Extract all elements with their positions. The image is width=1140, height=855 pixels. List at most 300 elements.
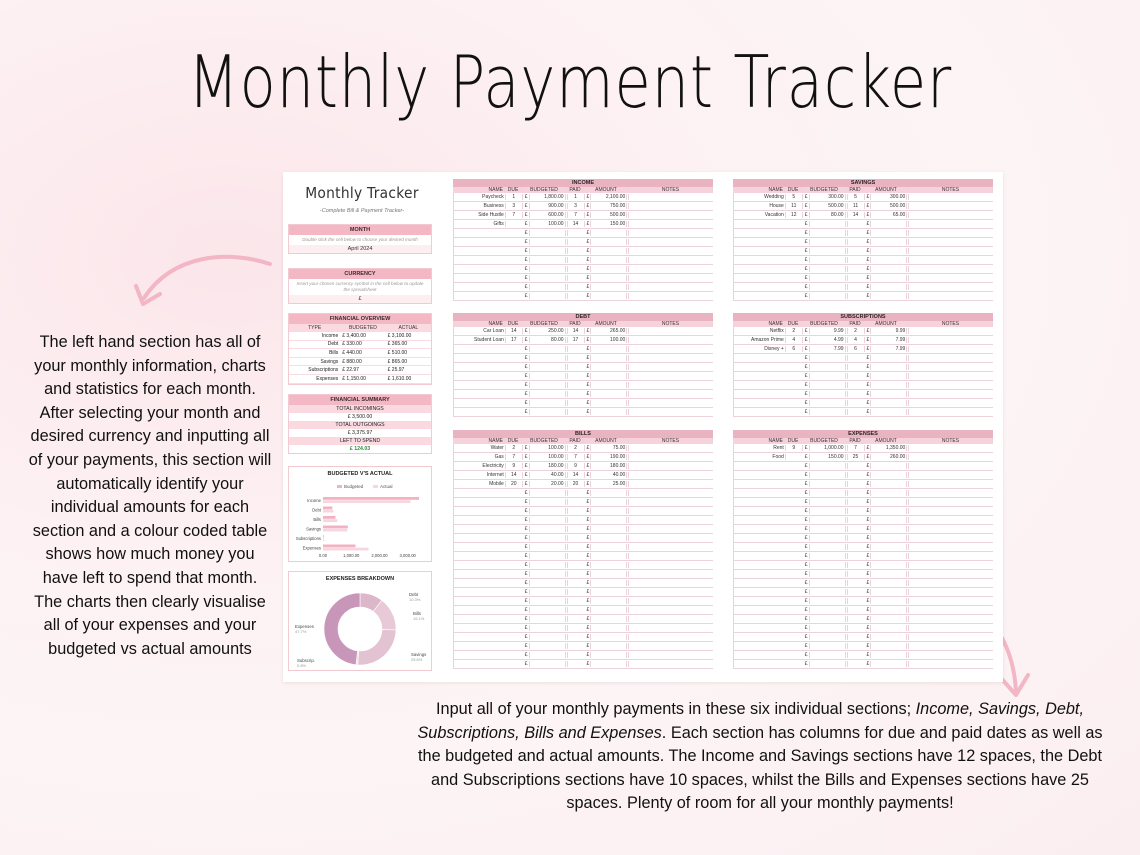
bar-budgeted bbox=[323, 497, 419, 500]
cell-paid[interactable]: 1 bbox=[568, 194, 585, 200]
cell-amount[interactable] bbox=[865, 544, 910, 550]
cell-paid[interactable]: 7 bbox=[568, 212, 585, 218]
cell-budgeted[interactable] bbox=[803, 598, 848, 604]
cell-budgeted[interactable] bbox=[803, 275, 848, 281]
cell-amount[interactable] bbox=[865, 391, 910, 397]
cell-amount[interactable] bbox=[865, 409, 910, 415]
cell-amount[interactable] bbox=[585, 382, 630, 388]
cell-budgeted[interactable] bbox=[523, 598, 568, 604]
currency-symbol: £ bbox=[804, 203, 808, 209]
col-name: NAME bbox=[733, 321, 785, 327]
cell-amount[interactable] bbox=[865, 257, 910, 263]
cell-budgeted[interactable] bbox=[803, 472, 848, 478]
cell-due[interactable]: 9 bbox=[786, 445, 803, 451]
cell-amount[interactable] bbox=[585, 535, 630, 541]
cell-budgeted[interactable] bbox=[803, 535, 848, 541]
cell-budgeted[interactable] bbox=[803, 652, 848, 658]
cell-budgeted[interactable] bbox=[523, 346, 568, 352]
cell-amount[interactable] bbox=[865, 634, 910, 640]
cell-budgeted[interactable] bbox=[803, 553, 848, 559]
cell-budgeted[interactable] bbox=[523, 230, 568, 236]
cell-name[interactable]: Food bbox=[734, 454, 786, 460]
cell-budgeted[interactable] bbox=[803, 257, 848, 263]
cell-amount[interactable] bbox=[585, 266, 630, 272]
cell-amount[interactable] bbox=[585, 275, 630, 281]
cell-amount[interactable] bbox=[585, 248, 630, 254]
cell-amount[interactable] bbox=[865, 266, 910, 272]
currency-symbol: £ bbox=[804, 580, 808, 586]
cell-amount[interactable] bbox=[585, 257, 630, 263]
cell-amount[interactable] bbox=[585, 544, 630, 550]
cell-budgeted[interactable] bbox=[523, 643, 568, 649]
cell-amount[interactable] bbox=[585, 463, 630, 469]
cell-amount[interactable] bbox=[865, 535, 910, 541]
cell-budgeted-value bbox=[563, 257, 566, 263]
cell-amount[interactable] bbox=[585, 293, 630, 299]
cell-budgeted-value bbox=[843, 266, 846, 272]
cell-amount[interactable] bbox=[865, 248, 910, 254]
currency-symbol: £ bbox=[586, 526, 590, 532]
cell-amount[interactable] bbox=[865, 553, 910, 559]
currency-symbol: £ bbox=[804, 328, 808, 334]
cell-budgeted[interactable] bbox=[803, 284, 848, 290]
cell-budgeted-value bbox=[843, 230, 846, 236]
cell-amount[interactable] bbox=[585, 625, 630, 631]
cell-amount[interactable] bbox=[585, 400, 630, 406]
cell-amount[interactable] bbox=[865, 203, 910, 209]
cell-amount[interactable] bbox=[865, 472, 910, 478]
cell-amount[interactable] bbox=[585, 445, 630, 451]
cell-name[interactable]: Netflix bbox=[734, 328, 786, 334]
cell-paid[interactable]: 9 bbox=[568, 463, 585, 469]
cell-budgeted[interactable] bbox=[803, 373, 848, 379]
cell-budgeted[interactable] bbox=[523, 257, 568, 263]
cell-budgeted[interactable] bbox=[523, 490, 568, 496]
cell-amount[interactable] bbox=[865, 293, 910, 299]
cell-amount[interactable] bbox=[865, 346, 910, 352]
cell-paid[interactable]: 5 bbox=[848, 194, 865, 200]
cell-budgeted[interactable] bbox=[523, 284, 568, 290]
cell-amount-value: 65.00 bbox=[892, 212, 906, 218]
cell-amount[interactable] bbox=[865, 364, 910, 370]
cell-budgeted[interactable] bbox=[523, 481, 568, 487]
cell-budgeted[interactable] bbox=[803, 517, 848, 523]
cell-paid[interactable]: 3 bbox=[568, 203, 585, 209]
cell-budgeted[interactable] bbox=[803, 400, 848, 406]
cell-budgeted[interactable] bbox=[523, 616, 568, 622]
overview-type: Expenses bbox=[316, 375, 339, 382]
cell-amount[interactable] bbox=[865, 382, 910, 388]
cell-amount[interactable] bbox=[585, 391, 630, 397]
cell-budgeted[interactable] bbox=[803, 580, 848, 586]
cell-amount[interactable] bbox=[865, 490, 910, 496]
cell-amount[interactable] bbox=[585, 409, 630, 415]
cell-amount[interactable] bbox=[585, 571, 630, 577]
cell-budgeted[interactable] bbox=[523, 580, 568, 586]
cell-budgeted[interactable] bbox=[803, 194, 848, 200]
cell-amount[interactable] bbox=[865, 598, 910, 604]
cell-paid[interactable]: 4 bbox=[848, 337, 865, 343]
cell-budgeted[interactable] bbox=[803, 346, 848, 352]
cell-amount[interactable] bbox=[865, 275, 910, 281]
cell-name[interactable]: Internet bbox=[454, 472, 506, 478]
cell-due[interactable]: 14 bbox=[506, 328, 523, 334]
cell-budgeted[interactable] bbox=[523, 544, 568, 550]
cell-due[interactable]: 17 bbox=[506, 337, 523, 343]
cell-amount[interactable] bbox=[865, 508, 910, 514]
table-row bbox=[453, 453, 713, 462]
cell-amount[interactable] bbox=[865, 373, 910, 379]
cell-amount[interactable] bbox=[585, 607, 630, 613]
cell-budgeted[interactable] bbox=[523, 337, 568, 343]
cell-paid[interactable]: 6 bbox=[848, 346, 865, 352]
cell-amount[interactable] bbox=[865, 517, 910, 523]
cell-amount[interactable] bbox=[585, 526, 630, 532]
currency-symbol: £ bbox=[586, 391, 590, 397]
cell-budgeted[interactable] bbox=[523, 499, 568, 505]
cell-budgeted[interactable] bbox=[523, 391, 568, 397]
cell-paid[interactable]: 17 bbox=[568, 337, 585, 343]
cell-name[interactable]: Vacation bbox=[734, 212, 786, 218]
currency-symbol: £ bbox=[866, 194, 870, 200]
currency-symbol: £ bbox=[866, 391, 870, 397]
cell-paid[interactable]: 7 bbox=[568, 454, 585, 460]
cell-budgeted[interactable] bbox=[803, 571, 848, 577]
cell-due[interactable]: 6 bbox=[786, 346, 803, 352]
cell-budgeted[interactable] bbox=[523, 553, 568, 559]
cell-name[interactable]: Gifts bbox=[454, 221, 506, 227]
cell-budgeted-value bbox=[563, 275, 566, 281]
cell-budgeted[interactable] bbox=[803, 391, 848, 397]
cell-paid[interactable]: 20 bbox=[568, 481, 585, 487]
cell-amount[interactable] bbox=[865, 616, 910, 622]
cell-paid[interactable]: 11 bbox=[848, 203, 865, 209]
table-row bbox=[733, 399, 993, 408]
cell-amount[interactable] bbox=[585, 364, 630, 370]
cell-amount[interactable] bbox=[865, 284, 910, 290]
cell-amount[interactable] bbox=[865, 526, 910, 532]
cell-due[interactable]: 4 bbox=[786, 337, 803, 343]
cell-amount[interactable] bbox=[865, 562, 910, 568]
cell-budgeted[interactable] bbox=[523, 382, 568, 388]
cell-amount[interactable] bbox=[865, 239, 910, 245]
cell-amount[interactable] bbox=[865, 607, 910, 613]
cell-paid[interactable]: 14 bbox=[568, 472, 585, 478]
cell-budgeted[interactable] bbox=[523, 221, 568, 227]
cell-amount[interactable] bbox=[865, 355, 910, 361]
cell-budgeted[interactable] bbox=[803, 526, 848, 532]
cell-due[interactable]: 9 bbox=[506, 463, 523, 469]
cell-due[interactable]: 5 bbox=[786, 194, 803, 200]
cell-budgeted[interactable] bbox=[523, 517, 568, 523]
cell-budgeted[interactable] bbox=[523, 625, 568, 631]
cell-budgeted[interactable] bbox=[523, 508, 568, 514]
cell-amount[interactable] bbox=[585, 652, 630, 658]
cell-due[interactable]: 1 bbox=[506, 194, 523, 200]
cell-budgeted[interactable] bbox=[523, 373, 568, 379]
overview-actual: £ 25.97 bbox=[387, 367, 405, 374]
cell-amount[interactable] bbox=[585, 194, 630, 200]
cell-budgeted[interactable] bbox=[803, 337, 848, 343]
cell-due[interactable]: 7 bbox=[506, 212, 523, 218]
cell-budgeted[interactable] bbox=[523, 454, 568, 460]
cell-budgeted[interactable] bbox=[803, 212, 848, 218]
cell-budgeted[interactable] bbox=[803, 616, 848, 622]
cell-name[interactable]: Paycheck bbox=[454, 194, 506, 200]
cell-budgeted[interactable] bbox=[523, 293, 568, 299]
cell-due[interactable]: 11 bbox=[786, 203, 803, 209]
cell-budgeted-value bbox=[843, 634, 846, 640]
cell-budgeted[interactable] bbox=[803, 544, 848, 550]
cell-name[interactable]: Business bbox=[454, 203, 506, 209]
cell-due[interactable]: 20 bbox=[506, 481, 523, 487]
cell-due[interactable]: 2 bbox=[786, 328, 803, 334]
cell-name[interactable]: Amazon Prime bbox=[734, 337, 786, 343]
cell-amount[interactable] bbox=[585, 517, 630, 523]
cell-budgeted[interactable] bbox=[803, 625, 848, 631]
cell-amount[interactable] bbox=[585, 373, 630, 379]
cell-amount[interactable] bbox=[585, 661, 630, 667]
table-row bbox=[733, 265, 993, 274]
cell-paid[interactable]: 14 bbox=[848, 212, 865, 218]
cell-paid[interactable]: 2 bbox=[848, 328, 865, 334]
cell-amount[interactable] bbox=[865, 328, 910, 334]
cell-budgeted[interactable] bbox=[523, 203, 568, 209]
cell-budgeted[interactable] bbox=[803, 328, 848, 334]
cell-due[interactable]: 7 bbox=[506, 454, 523, 460]
overview-type: Income bbox=[321, 332, 339, 339]
donut-slice-expenses bbox=[324, 593, 360, 665]
cell-paid[interactable]: 2 bbox=[568, 445, 585, 451]
cell-amount-value bbox=[904, 616, 907, 622]
cell-budgeted[interactable] bbox=[523, 328, 568, 334]
cell-budgeted[interactable] bbox=[523, 607, 568, 613]
cell-amount[interactable] bbox=[865, 652, 910, 658]
cell-amount[interactable] bbox=[585, 499, 630, 505]
table-row bbox=[733, 498, 993, 507]
table-row bbox=[453, 390, 713, 399]
cell-due[interactable]: 14 bbox=[506, 472, 523, 478]
cell-amount[interactable] bbox=[585, 553, 630, 559]
currency-symbol: £ bbox=[524, 616, 528, 622]
cell-amount[interactable] bbox=[585, 355, 630, 361]
cell-budgeted[interactable] bbox=[803, 445, 848, 451]
cell-amount[interactable] bbox=[865, 212, 910, 218]
cell-amount[interactable] bbox=[865, 221, 910, 227]
cell-budgeted[interactable] bbox=[803, 364, 848, 370]
cell-budgeted[interactable] bbox=[803, 634, 848, 640]
cell-amount-value bbox=[624, 634, 627, 640]
cell-budgeted[interactable] bbox=[803, 239, 848, 245]
cell-amount[interactable] bbox=[865, 481, 910, 487]
currency-input[interactable]: £ bbox=[289, 295, 431, 303]
cell-amount[interactable] bbox=[865, 194, 910, 200]
cell-name[interactable]: Student Loan bbox=[454, 337, 506, 343]
cell-amount[interactable] bbox=[585, 221, 630, 227]
cell-budgeted[interactable] bbox=[523, 212, 568, 218]
cell-name[interactable]: Wedding bbox=[734, 194, 786, 200]
cell-amount[interactable] bbox=[585, 203, 630, 209]
cell-budgeted[interactable] bbox=[523, 194, 568, 200]
cell-budgeted[interactable] bbox=[803, 490, 848, 496]
cell-name[interactable]: Disney + bbox=[734, 346, 786, 352]
cell-amount-value bbox=[904, 257, 907, 263]
cell-amount[interactable] bbox=[865, 337, 910, 343]
cell-name[interactable]: Mobile bbox=[454, 481, 506, 487]
cell-budgeted[interactable] bbox=[803, 607, 848, 613]
cell-amount[interactable] bbox=[865, 454, 910, 460]
table-row bbox=[733, 327, 993, 336]
cell-budgeted[interactable] bbox=[803, 643, 848, 649]
cell-budgeted[interactable] bbox=[803, 266, 848, 272]
cell-budgeted[interactable] bbox=[523, 248, 568, 254]
cell-name[interactable]: Side Hustle bbox=[454, 212, 506, 218]
cell-amount[interactable] bbox=[865, 625, 910, 631]
cell-budgeted[interactable] bbox=[803, 589, 848, 595]
cell-due[interactable]: 3 bbox=[506, 203, 523, 209]
cell-amount[interactable] bbox=[585, 616, 630, 622]
cell-amount-value bbox=[904, 652, 907, 658]
cell-amount[interactable] bbox=[585, 454, 630, 460]
cell-budgeted[interactable] bbox=[803, 221, 848, 227]
cell-budgeted[interactable] bbox=[523, 275, 568, 281]
cell-due[interactable]: 12 bbox=[786, 212, 803, 218]
cell-budgeted[interactable] bbox=[523, 409, 568, 415]
cell-budgeted[interactable] bbox=[523, 571, 568, 577]
cell-name[interactable]: Water bbox=[454, 445, 506, 451]
cell-paid[interactable]: 7 bbox=[848, 445, 865, 451]
cell-amount-value bbox=[904, 373, 907, 379]
cell-name[interactable]: Gas bbox=[454, 454, 506, 460]
cell-amount[interactable] bbox=[585, 508, 630, 514]
currency-symbol: £ bbox=[866, 634, 870, 640]
cell-amount-value bbox=[624, 391, 627, 397]
cell-amount[interactable] bbox=[865, 499, 910, 505]
cell-budgeted-value bbox=[843, 499, 846, 505]
cell-amount[interactable] bbox=[585, 643, 630, 649]
cell-budgeted[interactable] bbox=[523, 445, 568, 451]
cell-budgeted[interactable] bbox=[523, 239, 568, 245]
cell-amount[interactable] bbox=[585, 634, 630, 640]
currency-symbol: £ bbox=[586, 580, 590, 586]
cell-budgeted-value bbox=[563, 382, 566, 388]
cell-budgeted[interactable] bbox=[523, 364, 568, 370]
table-row bbox=[733, 642, 993, 651]
cell-budgeted[interactable] bbox=[803, 230, 848, 236]
cell-paid[interactable]: 14 bbox=[568, 328, 585, 334]
cell-amount[interactable] bbox=[585, 490, 630, 496]
cell-amount[interactable] bbox=[585, 598, 630, 604]
table-row bbox=[733, 363, 993, 372]
cell-budgeted[interactable] bbox=[803, 508, 848, 514]
cell-amount[interactable] bbox=[865, 230, 910, 236]
cell-paid[interactable]: 25 bbox=[848, 454, 865, 460]
cell-budgeted[interactable] bbox=[803, 409, 848, 415]
cell-budgeted[interactable] bbox=[523, 472, 568, 478]
cell-due[interactable]: 2 bbox=[506, 445, 523, 451]
cell-amount[interactable] bbox=[585, 589, 630, 595]
cell-amount[interactable] bbox=[585, 212, 630, 218]
cell-name[interactable]: Electricity bbox=[454, 463, 506, 469]
cell-budgeted[interactable] bbox=[803, 562, 848, 568]
currency-symbol: £ bbox=[866, 535, 870, 541]
cell-amount[interactable] bbox=[865, 661, 910, 667]
cell-amount[interactable] bbox=[585, 239, 630, 245]
cell-amount[interactable] bbox=[585, 481, 630, 487]
cell-budgeted[interactable] bbox=[803, 382, 848, 388]
cell-budgeted[interactable] bbox=[523, 400, 568, 406]
cell-budgeted[interactable] bbox=[523, 562, 568, 568]
spreadsheet-preview bbox=[283, 172, 1003, 682]
month-select[interactable]: April 2024 bbox=[289, 245, 431, 253]
cell-budgeted[interactable] bbox=[523, 535, 568, 541]
table-row bbox=[733, 274, 993, 283]
cell-amount[interactable] bbox=[865, 643, 910, 649]
cell-paid[interactable]: 14 bbox=[568, 221, 585, 227]
cell-budgeted[interactable] bbox=[803, 661, 848, 667]
cell-budgeted[interactable] bbox=[523, 589, 568, 595]
cell-budgeted[interactable] bbox=[803, 463, 848, 469]
cell-amount[interactable] bbox=[865, 589, 910, 595]
cell-budgeted[interactable] bbox=[803, 454, 848, 460]
table-row bbox=[453, 534, 713, 543]
cell-budgeted-value bbox=[843, 661, 846, 667]
cell-name[interactable]: Car Loan bbox=[454, 328, 506, 334]
cell-budgeted[interactable] bbox=[803, 203, 848, 209]
cell-budgeted-value bbox=[843, 553, 846, 559]
cell-amount[interactable] bbox=[865, 580, 910, 586]
cell-amount[interactable] bbox=[865, 445, 910, 451]
cell-budgeted[interactable] bbox=[803, 355, 848, 361]
cell-budgeted[interactable] bbox=[803, 499, 848, 505]
cell-budgeted[interactable] bbox=[523, 266, 568, 272]
cell-budgeted-value bbox=[843, 293, 846, 299]
cell-amount[interactable] bbox=[585, 346, 630, 352]
cell-amount[interactable] bbox=[585, 284, 630, 290]
cell-budgeted-value bbox=[843, 400, 846, 406]
cell-name[interactable]: Rent bbox=[734, 445, 786, 451]
cell-budgeted[interactable] bbox=[523, 661, 568, 667]
cell-budgeted[interactable] bbox=[803, 293, 848, 299]
table-row bbox=[453, 265, 713, 274]
cell-amount[interactable] bbox=[585, 328, 630, 334]
currency-symbol: £ bbox=[804, 284, 808, 290]
table-title: SAVINGS bbox=[733, 179, 993, 187]
cell-budgeted[interactable] bbox=[523, 526, 568, 532]
cell-name[interactable]: House bbox=[734, 203, 786, 209]
cell-amount[interactable] bbox=[585, 337, 630, 343]
currency-symbol: £ bbox=[866, 257, 870, 263]
cell-amount[interactable] bbox=[585, 580, 630, 586]
currency-symbol: £ bbox=[524, 284, 528, 290]
cell-budgeted[interactable] bbox=[523, 463, 568, 469]
donut-pct: 25.6% bbox=[411, 657, 423, 662]
cell-amount-value bbox=[904, 248, 907, 254]
cell-budgeted[interactable] bbox=[523, 634, 568, 640]
table-row bbox=[453, 525, 713, 534]
cell-budgeted[interactable] bbox=[803, 481, 848, 487]
cell-amount[interactable] bbox=[585, 562, 630, 568]
cell-amount[interactable] bbox=[585, 472, 630, 478]
cell-budgeted[interactable] bbox=[523, 355, 568, 361]
cell-amount[interactable] bbox=[865, 463, 910, 469]
cell-amount[interactable] bbox=[865, 400, 910, 406]
cell-amount[interactable] bbox=[865, 571, 910, 577]
cell-budgeted[interactable] bbox=[523, 652, 568, 658]
cell-amount[interactable] bbox=[585, 230, 630, 236]
cell-budgeted[interactable] bbox=[803, 248, 848, 254]
cell-amount-value bbox=[624, 625, 627, 631]
